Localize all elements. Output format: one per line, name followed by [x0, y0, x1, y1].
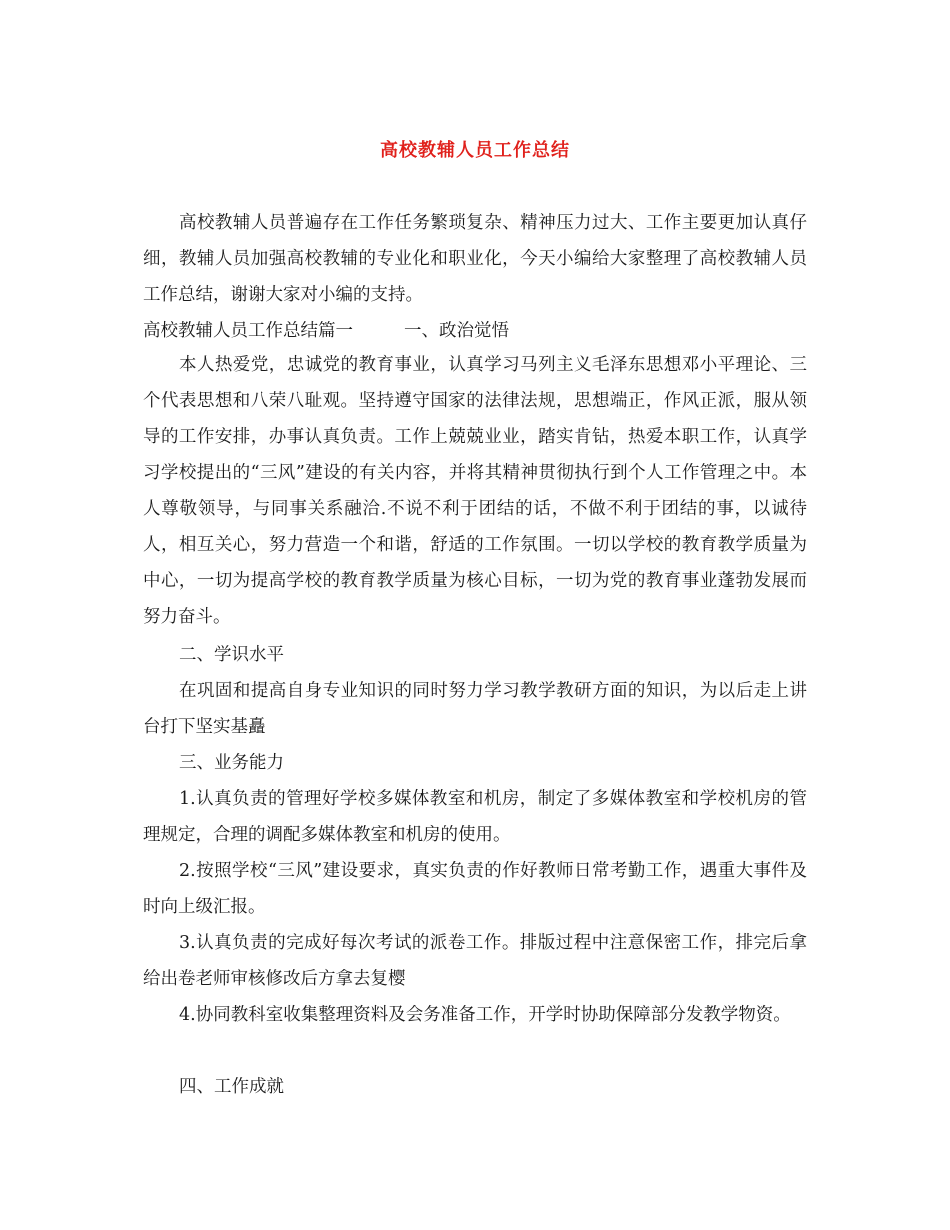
part-title: 高校教辅人员工作总结篇一: [143, 321, 353, 341]
document-title: 高校教辅人员工作总结: [380, 140, 570, 161]
intro-paragraph: 高校教辅人员普遍存在工作任务繁琐复杂、精神压力过大、工作主要更加认真仔细，教辅人员加强高校教辅的专业化和职业化，今天小编给大家整理了高校教辅人员工作总结，谢谢大家对小编的支持。: [143, 213, 807, 305]
section2-heading: 二、学识水平: [179, 645, 284, 665]
list-item-1: 1.认真负责的管理好学校多媒体教室和机房，制定了多媒体教室和学校机房的管理规定，合理的调配多媒体教室和机房的使用。: [143, 789, 807, 845]
list-item-4: 4.协同教科室收集整理资料及会务准备工作，开学时协助保障部分发教学物资。: [179, 1005, 791, 1025]
section4-heading: 四、工作成就: [179, 1077, 284, 1097]
section1-heading: 一、政治觉悟: [404, 321, 509, 341]
section3-heading: 三、业务能力: [179, 753, 284, 773]
list-item-3: 3.认真负责的完成好每次考试的派卷工作。排版过程中注意保密工作，排完后拿给出卷老师审核修改后方拿去复樱: [143, 933, 807, 989]
section2-body: 在巩固和提高自身专业知识的同时努力学习教学教研方面的知识，为以后走上讲台打下坚实基矗: [143, 681, 807, 737]
list-item-2: 2.按照学校“三风”建设要求，真实负责的作好教师日常考勤工作，遇重大事件及时向上级汇报。: [143, 861, 807, 917]
section1-body: 本人热爱党，忠诚党的教育事业，认真学习马列主义毛泽东思想邓小平理论、三个代表思想和八荣八耻观。坚持遵守国家的法律法规，思想端正，作风正派，服从领导的工作安排，办事认真负责。工作上兢兢业业，踏实肯钻，热爱本职工作，认真学习学校提出的“三风”建设的有关内容，并将其精神贯彻执行到个人工作管理之中。本人尊敬领导，与同事关系融洽.不说不利于团结的话，不做不利于团结的事，以诚待人，相互关心，努力营造一个和谐，舒适的工作氛围。一切以学校的教育教学质量为中心，一切为提高学校的教育教学质量为核心目标，一切为党的教育事业蓬勃发展而努力奋斗。: [143, 355, 807, 627]
